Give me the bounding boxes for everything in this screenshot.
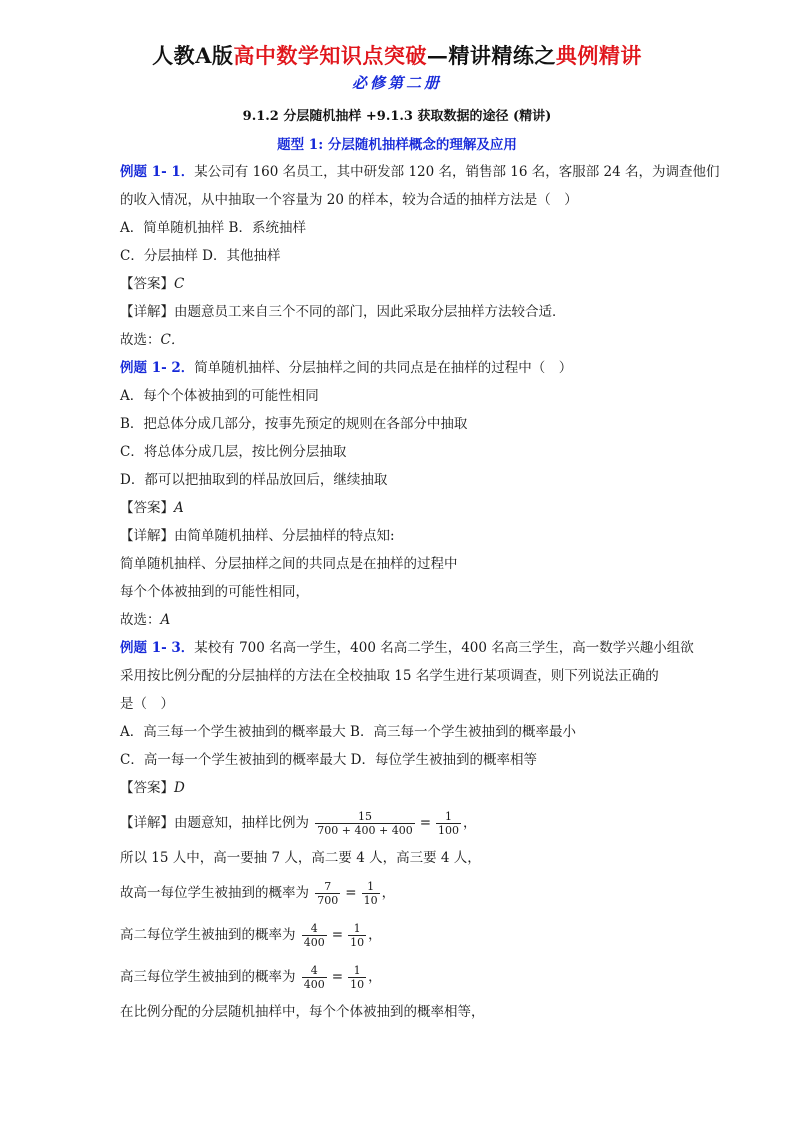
grade1-denominator: 700 xyxy=(317,894,339,907)
ex3-label: 例题 1- 3． xyxy=(120,640,195,656)
ex2-question-line-1 xyxy=(120,354,680,382)
equals-sign: = xyxy=(419,815,432,831)
ex2-choose-label: 故选： xyxy=(120,612,161,628)
title-part-1: 人教A版 xyxy=(152,43,234,68)
comma: ， xyxy=(368,927,382,943)
ex3-question-text-1: 某校有 700 名高一学生，400 名高二学生，400 名高三学生，高一数学兴趣小组欲 xyxy=(194,640,694,656)
ex2-answer-label: 【答案】 xyxy=(120,500,174,516)
ex2-answer-value: A xyxy=(174,500,184,516)
equals-sign: = xyxy=(331,927,344,943)
grade3-denominator: 400 xyxy=(303,978,325,991)
ex1-choose xyxy=(120,326,680,354)
grade2-fraction xyxy=(302,922,327,949)
ex1-detail: 【详解】由题意员工来自三个不同的部门，因此采取分层抽样方法较合适． xyxy=(120,304,566,320)
result-numerator: 1 xyxy=(362,880,380,894)
ratio-result-denominator: 100 xyxy=(438,824,460,837)
ex3-detail-1 xyxy=(120,802,680,844)
ex3-options-cd: C．高一每一个学生被抽到的概率最大 D．每位学生被抽到的概率相等 xyxy=(120,752,537,768)
ex1-options-cd: C．分层抽样 D．其他抽样 xyxy=(120,248,281,264)
ex3-detail-1-prefix: 【详解】由题意知，抽样比例为 xyxy=(120,815,309,831)
ex3-grade1-prob xyxy=(120,872,680,914)
section-title: 9.1.2 分层随机抽样 +9.1.3 获取数据的途径 (精讲) xyxy=(242,109,552,124)
result-denominator: 10 xyxy=(350,936,365,949)
ex2-detail-2: 简单随机抽样、分层抽样之间的共同点是在抽样的过程中 xyxy=(120,556,458,572)
ex3-answer-label: 【答案】 xyxy=(120,780,174,796)
ex3-last-line: 在比例分配的分层随机抽样中，每个个体被抽到的概率相等， xyxy=(120,1004,485,1020)
document-title xyxy=(0,40,794,70)
content-body xyxy=(120,158,720,1026)
grade3-fraction xyxy=(302,964,327,991)
ex1-label: 例题 1- 1． xyxy=(120,164,195,180)
grade3-prefix: 高三每位学生被抽到的概率为 xyxy=(120,969,296,985)
ratio-numerator: 15 xyxy=(315,810,414,824)
ex1-answer-label: 【答案】 xyxy=(120,276,174,292)
ratio-result-numerator: 1 xyxy=(436,810,461,824)
equals-sign: = xyxy=(331,969,344,985)
ex3-answer-value: D xyxy=(174,780,185,796)
ex2-choose-value: A xyxy=(160,612,171,628)
ex2-detail-1: 【详解】由简单随机抽样、分层抽样的特点知: xyxy=(120,528,395,544)
grade1-numerator: 7 xyxy=(315,880,340,894)
ex1-choose-label: 故选： xyxy=(120,332,161,348)
ex2-question-text-1: 简单随机抽样、分层抽样之间的共同点是在抽样的过程中（ ） xyxy=(194,360,573,376)
result-denominator: 10 xyxy=(363,894,378,907)
equals-sign: = xyxy=(345,885,357,901)
comma: ， xyxy=(381,885,396,901)
ex2-option-b: B．把总体分成几部分，按事先预定的规则在各部分中抽取 xyxy=(120,416,468,432)
ex3-question-line-3: 是（ ） xyxy=(120,696,174,712)
ex3-grade2-prob xyxy=(120,914,680,956)
ex3-question-line-2: 采用按比例分配的分层抽样的方法在全校抽取 15 名学生进行某项调查，则下列说法正确的 xyxy=(120,668,659,684)
ratio-result-fraction xyxy=(436,810,461,837)
title-part-2: 高中数学知识点突破 xyxy=(233,43,427,68)
document-subtitle: 必修第二册 xyxy=(351,74,442,92)
grade1-fraction xyxy=(315,880,340,907)
ex3-detail-2: 所以 15 人中，高一要抽 7 人，高二要 4 人，高三要 4 人， xyxy=(120,850,481,866)
ratio-denominator: 700 + 400 + 400 xyxy=(317,824,413,837)
ex1-answer-value: C xyxy=(174,276,185,292)
ex2-option-c: C．将总体分成几层，按比例分层抽取 xyxy=(120,444,347,460)
title-part-3: —精讲精练之 xyxy=(426,43,556,68)
ex1-question-line-2: 的收入情况，从中抽取一个容量为 20 的样本，较为合适的抽样方法是（ ） xyxy=(120,192,578,208)
comma: ， xyxy=(368,969,382,985)
ex2-label: 例题 1- 2． xyxy=(120,360,195,376)
result-denominator: 10 xyxy=(350,978,365,991)
ex3-question-line-1 xyxy=(120,634,694,662)
ex3-answer xyxy=(120,774,680,802)
grade1-result-fraction xyxy=(362,880,380,907)
grade2-numerator: 4 xyxy=(302,922,327,936)
ex1-question-line-1 xyxy=(120,158,720,186)
ex2-option-a: A．每个个体被抽到的可能性相同 xyxy=(120,388,319,404)
ratio-fraction xyxy=(315,810,414,837)
ex2-detail-3: 每个个体被抽到的可能性相同， xyxy=(120,584,309,600)
grade1-prefix: 故高一每位学生被抽到的概率为 xyxy=(120,885,309,901)
grade3-numerator: 4 xyxy=(302,964,327,978)
result-numerator: 1 xyxy=(348,964,366,978)
ex2-option-d: D．都可以把抽取到的样品放回后，继续抽取 xyxy=(120,472,388,488)
ex3-options-ab: A．高三每一个学生被抽到的概率最大 B．高三每一个学生被抽到的概率最小 xyxy=(120,724,576,740)
title-part-4: 典例精讲 xyxy=(555,43,642,68)
ex1-answer xyxy=(120,270,680,298)
grade2-result-fraction xyxy=(348,922,366,949)
ex1-choose-value: C． xyxy=(160,332,185,348)
comma: ， xyxy=(463,815,477,831)
ex3-grade3-prob xyxy=(120,956,680,998)
grade2-denominator: 400 xyxy=(303,936,325,949)
topic-title: 题型 1: 分层随机抽样概念的理解及应用 xyxy=(277,137,517,153)
result-numerator: 1 xyxy=(348,922,366,936)
grade3-result-fraction xyxy=(348,964,366,991)
ex1-question-text-1: 某公司有 160 名员工，其中研发部 120 名，销售部 16 名，客服部 24 名，为调查他们 xyxy=(194,164,720,180)
ex2-choose xyxy=(120,606,680,634)
ex1-options-ab: A．简单随机抽样 B．系统抽样 xyxy=(120,220,306,236)
grade2-prefix: 高二每位学生被抽到的概率为 xyxy=(120,927,296,943)
ex2-answer xyxy=(120,494,680,522)
